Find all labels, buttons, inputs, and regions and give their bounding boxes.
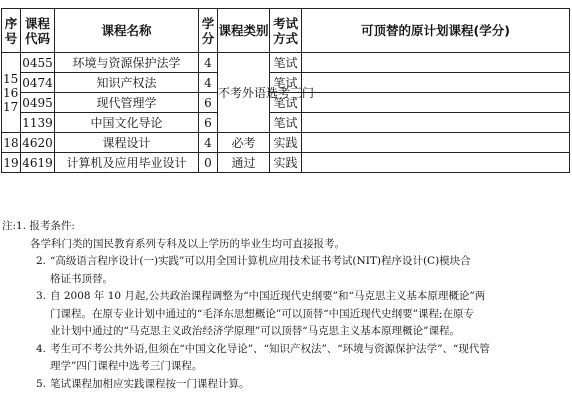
course-replace [302, 113, 570, 133]
note-number: 2. [36, 255, 47, 267]
course-replace [302, 73, 570, 93]
note-line: 自 2008 年 10 月起,公共政治课程调整为“中国近现代史纲要”和“马克思主义基本原理概论”两 [50, 290, 486, 302]
note-line: 门课程。在原专业计划中通过的“毛泽东思想概论”可以顶替“中国近现代史纲要”课程;在原专 [50, 307, 475, 320]
note-line: 考生可不考公共外语,但须在“中国文化导论”、“知识产权法”、“环境与资源保护法学”、“现代管 [50, 342, 490, 355]
table-row [2, 113, 570, 133]
course-name: 中国文化导论 [55, 113, 199, 133]
table-row [2, 133, 570, 153]
course-credit: 4 [199, 53, 218, 73]
course-name: 环境与资源保护法学 [55, 53, 199, 73]
course-code: 0455 [21, 53, 55, 73]
note-item-5 [2, 376, 568, 394]
course-seq: 18 [2, 133, 21, 153]
notes-section [2, 218, 568, 393]
note-number: 4. [36, 342, 47, 355]
table-header-row [2, 9, 570, 53]
header-name: 课程名称 [55, 9, 199, 53]
course-credit: 0 [199, 153, 218, 173]
group-type-cell: 不考外语选考三门 [218, 53, 270, 133]
header-credit: 学分 [199, 9, 218, 53]
notes-prefix: 注: [2, 220, 17, 232]
course-code: 4620 [21, 133, 55, 153]
note-number: 5. [36, 377, 47, 390]
course-type: 必考 [218, 133, 270, 153]
note-line: 笔试课程加相应实践课程按一门课程计算。 [50, 377, 250, 390]
course-name: 知识产权法 [55, 73, 199, 93]
course-credit: 4 [199, 73, 218, 93]
course-name: 课程设计 [55, 133, 199, 153]
header-replace: 可顶替的原计划课程(学分) [302, 9, 570, 53]
course-exam: 笔试 [270, 113, 302, 133]
note-line: 各学科门类的国民教育系列专科及以上学历的毕业生均可直接报考。 [30, 237, 345, 250]
note-line: “高级语言程序设计(一)实践”可以用全国计算机应用技术证书考试(NIT)程序设计(C)模块合 [50, 255, 471, 267]
note-line: 格证书顶替。 [50, 272, 113, 285]
note-line: 业计划中通过的“马克思主义政治经济学原理”可以顶替“马克思主义基本原理概论”课程。 [50, 325, 460, 337]
course-replace [302, 133, 570, 153]
course-exam: 笔试 [270, 53, 302, 73]
group-seq-16: 16 [3, 85, 19, 100]
course-replace [302, 153, 570, 173]
note-number: 3. [36, 290, 47, 302]
note-line: 理学”四门课程中选考三门课程。 [50, 360, 203, 372]
course-exam: 笔试 [270, 73, 302, 93]
course-code: 1139 [21, 113, 55, 133]
group-seq-17: 17 [3, 99, 19, 114]
group-seq-15: 15 [3, 71, 19, 86]
header-seq: 序号 [2, 9, 21, 53]
course-exam: 实践 [270, 153, 302, 173]
table-row [2, 93, 570, 113]
course-seq: 19 [2, 153, 21, 173]
note-item-2 [2, 253, 568, 288]
course-code: 0495 [21, 93, 55, 113]
course-exam: 实践 [270, 133, 302, 153]
course-code: 4619 [21, 153, 55, 173]
note-item-3 [2, 288, 568, 341]
course-name: 计算机及应用毕业设计 [55, 153, 199, 173]
table-row [2, 153, 570, 173]
note-number: 1. [16, 220, 27, 232]
course-exam: 笔试 [270, 93, 302, 113]
header-exam: 考试方式 [270, 9, 302, 53]
note-title: 报考条件: [29, 220, 75, 232]
header-code: 课程代码 [21, 9, 55, 53]
note-item-4 [2, 341, 568, 376]
group-seq-cell [2, 53, 21, 133]
course-replace [302, 93, 570, 113]
course-credit: 4 [199, 133, 218, 153]
note-item-1 [2, 218, 568, 236]
course-credit: 6 [199, 93, 218, 113]
course-code: 0474 [21, 73, 55, 93]
table-row [2, 53, 570, 73]
course-replace [302, 53, 570, 73]
course-name: 现代管理学 [55, 93, 199, 113]
course-table [1, 8, 570, 173]
header-type: 课程类别 [218, 9, 270, 53]
course-type: 通过 [218, 153, 270, 173]
course-credit: 6 [199, 113, 218, 133]
